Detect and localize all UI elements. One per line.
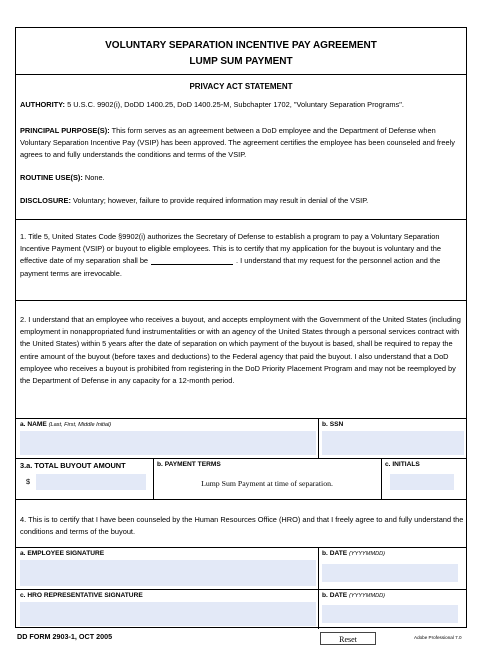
divider <box>16 499 466 500</box>
purpose-text: This form serves as an agreement between a DoD employee and the Department of Defense when Voluntary Separation Incentive Pay (VSIP) has been approved. The agreement certifies the employee has been counseled and freely agrees to and fully understands the conditions and terms of the VSIP. <box>20 126 455 160</box>
form-id: DD FORM 2903-1, OCT 2005 <box>17 632 113 641</box>
disclosure-label: DISCLOSURE: <box>20 196 71 205</box>
divider <box>16 547 466 548</box>
hro-date-label: b. DATE <box>322 592 348 599</box>
name-hint: (Last, First, Middle Initial) <box>48 422 112 428</box>
divider <box>16 300 466 301</box>
currency-symbol: $ <box>26 477 31 486</box>
payment-terms-label: b. PAYMENT TERMS <box>157 461 221 468</box>
divider <box>16 219 466 220</box>
form-container <box>15 27 467 628</box>
item4-paragraph: 4. This is to certify that I have been counseled by the Human Resources Office (HRO) and that I freely agree to and fully understand the conditions and terms of the buyout. <box>20 515 464 537</box>
form-title: VOLUNTARY SEPARATION INCENTIVE PAY AGREEMENT <box>105 40 377 51</box>
employee-date-label: b. DATE <box>322 550 348 557</box>
software-note: Adobe Professional 7.0 <box>414 635 462 640</box>
employee-date-input[interactable] <box>322 564 458 582</box>
form-subtitle: LUMP SUM PAYMENT <box>189 56 293 67</box>
disclosure-text: Voluntary; however, failure to provide required information may result in denial of the VSIP. <box>72 196 369 205</box>
divider <box>16 74 466 75</box>
buyout-amount-input[interactable] <box>36 474 146 490</box>
divider <box>381 458 382 499</box>
employee-date-label-wrap <box>322 550 385 557</box>
divider <box>153 458 154 499</box>
hro-date-hint: (YYYYMMDD) <box>349 593 386 599</box>
authority-paragraph <box>20 99 464 111</box>
employee-date-hint: (YYYYMMDD) <box>349 551 386 557</box>
initials-input[interactable] <box>390 474 454 490</box>
privacy-heading: PRIVACY ACT STATEMENT <box>189 82 293 91</box>
separation-date-input[interactable] <box>151 256 233 265</box>
divider <box>318 547 319 589</box>
authority-text: 5 U.S.C. 9902(i), DoDD 1400.25, DoD 1400.25-M, Subchapter 1702, "Voluntary Separation Programs". <box>67 100 404 109</box>
initials-label: c. INITIALS <box>385 461 420 468</box>
item1-text-b: . I understand that my request for the personnel action and the payment terms are irrevocable. <box>20 256 441 278</box>
name-input[interactable] <box>20 431 316 455</box>
routine-label: ROUTINE USE(S): <box>20 173 83 182</box>
purpose-label: PRINCIPAL PURPOSE(S): <box>20 126 110 135</box>
name-label: a. NAME <box>20 421 47 428</box>
payment-terms-value: Lump Sum Payment at time of separation. <box>201 479 333 488</box>
purpose-paragraph <box>20 125 464 162</box>
divider <box>318 418 319 458</box>
divider <box>16 458 466 459</box>
item2-paragraph: 2. I understand that an employee who receives a buyout, and accepts employment with the Government of the United States (including employment in nonappropriated fund instrumentalities or with an agency of the United States through a personal services contract with the United States) within 5 years after the date of separation on which payment of the buyout is based, shall be required to repay the entire amount of the buyout (before taxes and deductions) to the Federal agency that paid the buyout. I also understand that a DoD employee who receives a buyout is prohibited from registering in the DoD Priority Placement Program and may not be reemployed by the Department of Defense in any capacity for a 12-month period. <box>20 315 461 386</box>
item1-text-a: 1. Title 5, United States Code §9902(i) authorizes the Secretary of Defense to establish a program to pay a Voluntary Separation Incentive Payment (VSIP) or buyout to eligible employees. This is to certify that my application for the buyout is voluntary and the effective date of my separation shall be <box>20 232 441 266</box>
disclosure-paragraph <box>20 195 464 207</box>
reset-button[interactable]: Reset <box>320 632 376 645</box>
name-label-wrap <box>20 421 111 428</box>
divider <box>16 418 466 419</box>
authority-label: AUTHORITY: <box>20 100 66 109</box>
hro-signature-input[interactable] <box>20 602 316 626</box>
employee-signature-input[interactable] <box>20 560 316 586</box>
hro-date-input[interactable] <box>322 605 458 623</box>
routine-text: None. <box>84 173 105 182</box>
ssn-label: b. SSN <box>322 421 344 428</box>
buyout-label: 3.a. TOTAL BUYOUT AMOUNT <box>20 461 126 470</box>
hro-date-label-wrap <box>322 592 385 599</box>
ssn-input[interactable] <box>322 431 464 455</box>
divider <box>16 589 466 590</box>
employee-signature-label: a. EMPLOYEE SIGNATURE <box>20 550 105 557</box>
item1-paragraph <box>20 231 464 280</box>
divider <box>318 589 319 629</box>
routine-paragraph <box>20 172 464 184</box>
hro-signature-label: c. HRO REPRESENTATIVE SIGNATURE <box>20 592 143 599</box>
